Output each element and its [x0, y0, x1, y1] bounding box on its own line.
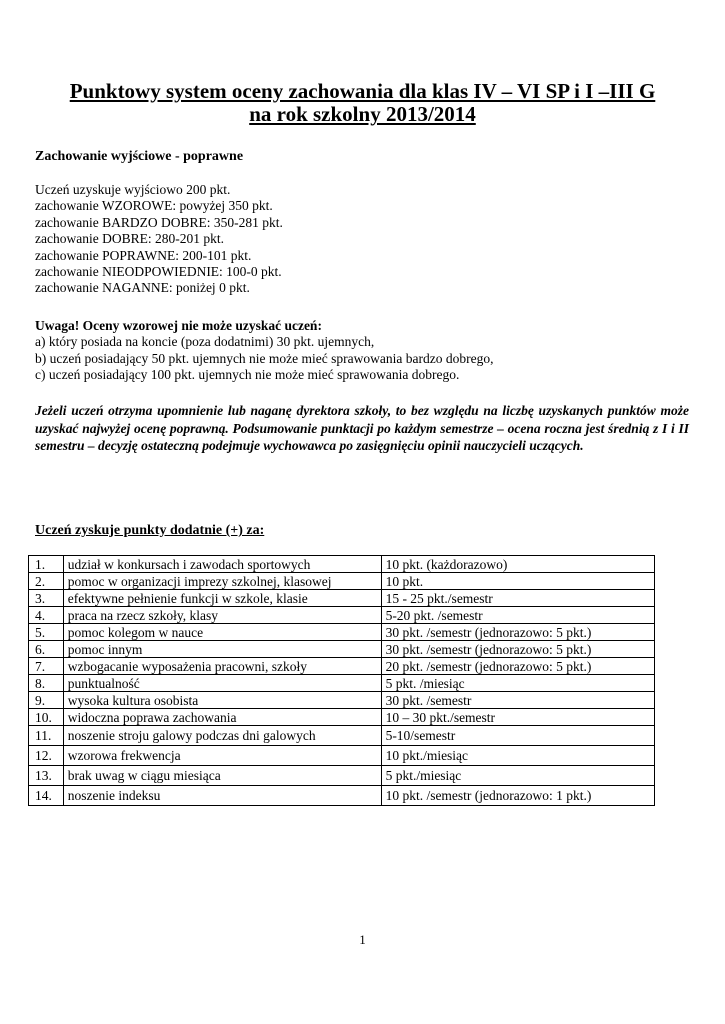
row-number: 9. — [29, 692, 64, 709]
page-number: 1 — [359, 932, 366, 947]
row-number: 4. — [29, 607, 64, 624]
behaviour-line: zachowanie NIEODPOWIEDNIE: 100-0 pkt. — [35, 264, 282, 280]
notice-paragraph: Jeżeli uczeń otrzyma upomnienie lub naganę dyrektora szkoły, to bez względu na liczbę uzyskanych punktów może uzyskać najwyżej ocenę poprawną. Podsumowanie punktacji po każdym semestrze – ocena roczna jest średnią z I i II semestru – decyzję ostateczną podejmuje wychowawca po zasięgnięciu opinii nauczycieli uczących. — [35, 403, 689, 453]
warning-item: a) który posiada na koncie (poza dodatnimi) 30 pkt. ujemnych, — [35, 334, 375, 350]
table-row — [29, 573, 655, 590]
row-number: 14. — [29, 786, 64, 806]
table-row — [29, 556, 655, 573]
row-description: noszenie indeksu — [63, 786, 381, 806]
table-row — [29, 746, 655, 766]
row-description: noszenie stroju galowy podczas dni galowych — [63, 726, 381, 746]
behaviour-levels — [35, 182, 695, 297]
row-description: brak uwag w ciągu miesiąca — [63, 766, 381, 786]
row-points: 5-10/semestr — [381, 726, 654, 746]
row-description: pomoc innym — [63, 641, 381, 658]
row-number: 8. — [29, 675, 64, 692]
row-points: 10 pkt. — [381, 573, 654, 590]
table-row — [29, 607, 655, 624]
positive-points-heading: Uczeń zyskuje punkty dodatnie (+) za: — [35, 523, 265, 538]
warning-heading: Uwaga! Oceny wzorowej nie może uzyskać uczeń: — [35, 318, 322, 333]
row-points: 20 pkt. /semestr (jednorazowo: 5 pkt.) — [381, 658, 654, 675]
behaviour-line: Uczeń uzyskuje wyjściowo 200 pkt. — [35, 182, 231, 197]
title-line-2: na rok szkolny 2013/2014 — [249, 102, 476, 126]
row-description: efektywne pełnienie funkcji w szkole, klasie — [63, 590, 381, 607]
behaviour-line: zachowanie POPRAWNE: 200-101 pkt. — [35, 247, 252, 263]
row-description: punktualność — [63, 675, 381, 692]
row-description: widoczna poprawa zachowania — [63, 709, 381, 726]
positive-points-table — [28, 555, 655, 806]
row-number: 1. — [29, 556, 64, 573]
title-line-1: Punktowy system oceny zachowania dla klas IV – VI SP i I –III G — [69, 79, 656, 103]
row-points: 10 pkt. (każdorazowo) — [381, 556, 654, 573]
table-row — [29, 641, 655, 658]
row-points: 5-20 pkt. /semestr — [381, 607, 654, 624]
row-description: wysoka kultura osobista — [63, 692, 381, 709]
behaviour-line: zachowanie NAGANNE: poniżej 0 pkt. — [35, 280, 250, 296]
warning-item: c) uczeń posiadający 100 pkt. ujemnych nie może mieć sprawowania dobrego. — [35, 367, 460, 383]
table-row — [29, 658, 655, 675]
row-number: 12. — [29, 746, 64, 766]
row-number: 7. — [29, 658, 64, 675]
table-row — [29, 624, 655, 641]
row-points: 10 – 30 pkt./semestr — [381, 709, 654, 726]
warning-item: b) uczeń posiadający 50 pkt. ujemnych nie może mieć sprawowania bardzo dobrego, — [35, 350, 494, 366]
behaviour-heading: Zachowanie wyjściowe - poprawne — [35, 149, 244, 164]
row-number: 2. — [29, 573, 64, 590]
row-number: 13. — [29, 766, 64, 786]
table-row — [29, 766, 655, 786]
table-row — [29, 675, 655, 692]
table-row — [29, 590, 655, 607]
table-row — [29, 692, 655, 709]
row-points: 10 pkt./miesiąc — [381, 746, 654, 766]
row-description: wzbogacanie wyposażenia pracowni, szkoły — [63, 658, 381, 675]
document-title — [40, 80, 685, 126]
table-row — [29, 709, 655, 726]
row-points: 30 pkt. /semestr — [381, 692, 654, 709]
row-points: 5 pkt./miesiąc — [381, 766, 654, 786]
table-row — [29, 726, 655, 746]
row-points: 15 - 25 pkt./semestr — [381, 590, 654, 607]
warning-block — [35, 318, 695, 384]
row-description: wzorowa frekwencja — [63, 746, 381, 766]
row-points: 30 pkt. /semestr (jednorazowo: 5 pkt.) — [381, 641, 654, 658]
row-number: 6. — [29, 641, 64, 658]
row-description: udział w konkursach i zawodach sportowych — [63, 556, 381, 573]
row-description: pomoc w organizacji imprezy szkolnej, klasowej — [63, 573, 381, 590]
table-row — [29, 786, 655, 806]
row-number: 10. — [29, 709, 64, 726]
behaviour-line: zachowanie BARDZO DOBRE: 350-281 pkt. — [35, 214, 283, 230]
row-description: pomoc kolegom w nauce — [63, 624, 381, 641]
row-description: praca na rzecz szkoły, klasy — [63, 607, 381, 624]
row-number: 5. — [29, 624, 64, 641]
row-points: 30 pkt. /semestr (jednorazowo: 5 pkt.) — [381, 624, 654, 641]
row-points: 5 pkt. /miesiąc — [381, 675, 654, 692]
row-number: 11. — [29, 726, 64, 746]
behaviour-line: zachowanie DOBRE: 280-201 pkt. — [35, 231, 224, 247]
behaviour-line: zachowanie WZOROWE: powyżej 350 pkt. — [35, 198, 273, 214]
row-points: 10 pkt. /semestr (jednorazowo: 1 pkt.) — [381, 786, 654, 806]
row-number: 3. — [29, 590, 64, 607]
